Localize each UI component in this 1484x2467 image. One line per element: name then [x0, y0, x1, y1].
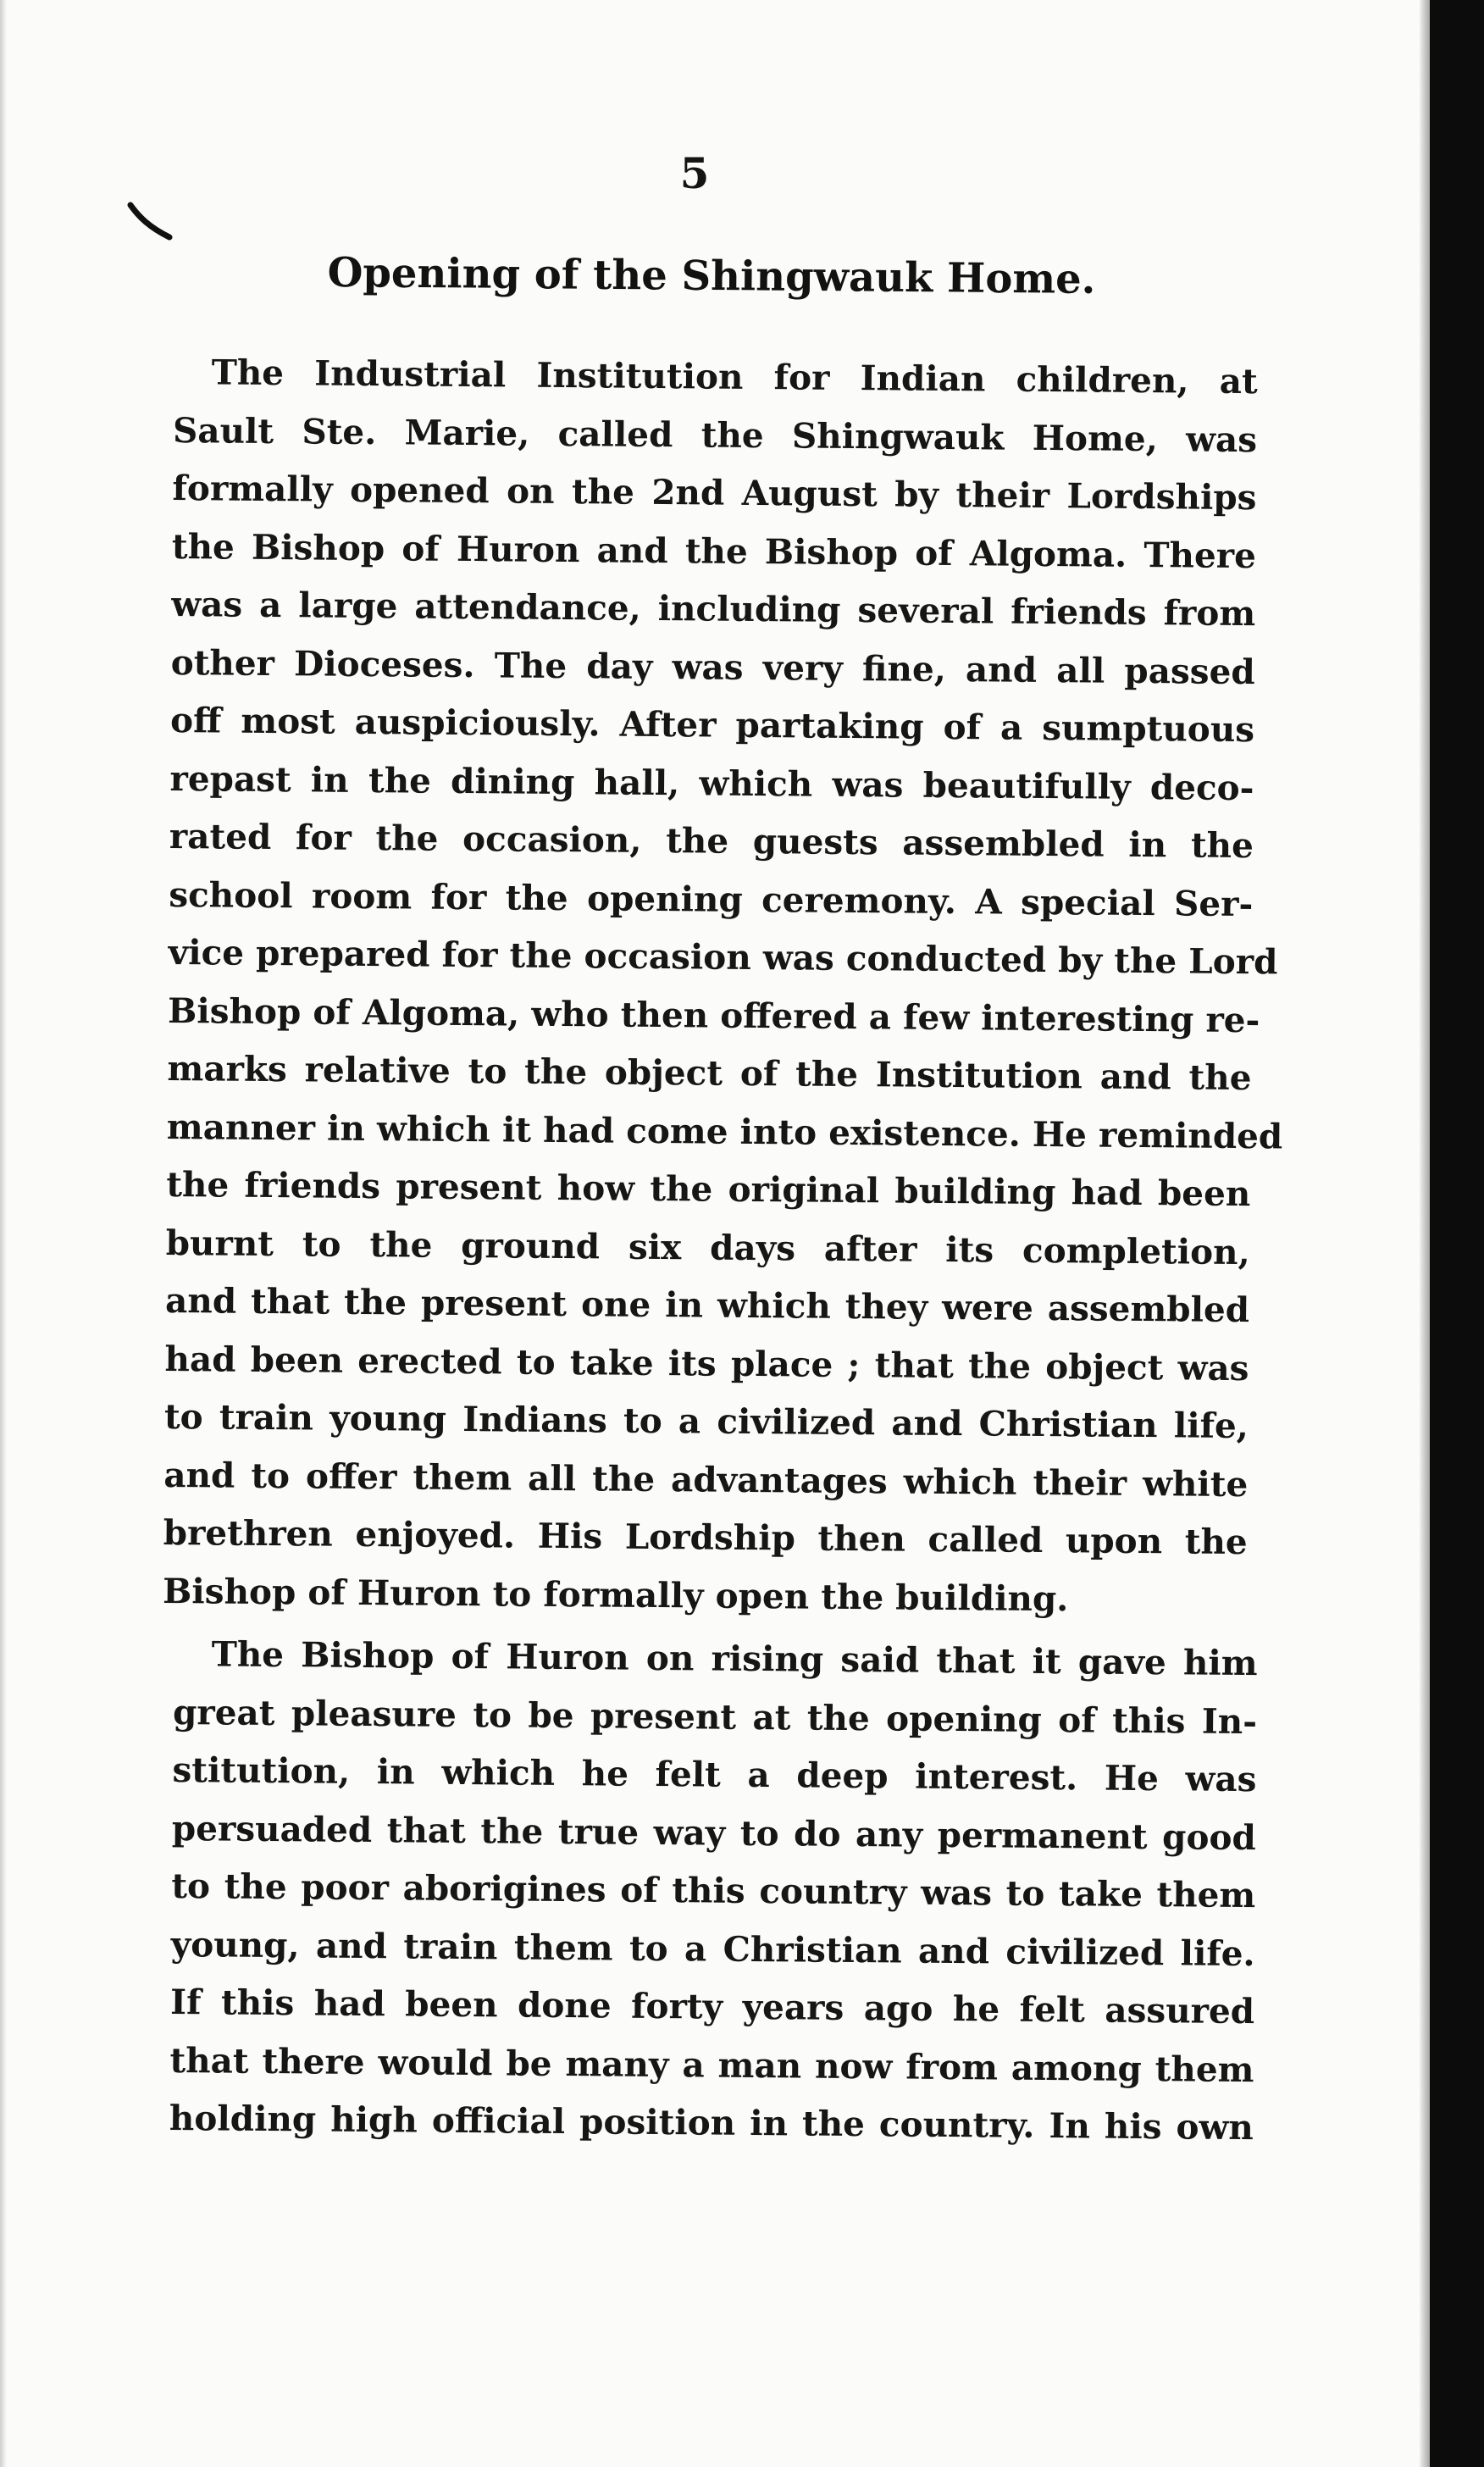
pen-mark-icon [127, 202, 178, 244]
text-line: If this had been done forty years ago he felt assured [169, 1981, 1255, 2032]
paragraph-1 [162, 343, 1283, 1629]
page-heading: Opening of the Shingwauk Home. [327, 249, 1096, 303]
text-line: was a large attendance, including several friends from [171, 583, 1256, 635]
text-line: marks relative to the object of the Institution and the [167, 1047, 1252, 1099]
text-line: the friends present how the original building had been [166, 1163, 1251, 1215]
text-line: to train young Indians to a civilized and Christian life, [163, 1395, 1249, 1447]
text-line: to the poor aborigines of this country was to take them [171, 1865, 1256, 1916]
text-line: holding high official position in the country. In his own [169, 2097, 1254, 2148]
text-line: manner in which it had come into existence. He reminded [166, 1106, 1283, 1156]
text-line: rated for the occasion, the guests assembled in the [169, 815, 1254, 867]
page-number: 5 [679, 148, 710, 198]
text-line: the Bishop of Huron and the Bishop of Algoma. There [171, 525, 1257, 576]
text-line: school room for the opening ceremony. A special Ser- [169, 873, 1254, 924]
text-line: that there would be many a man now from among them [169, 2039, 1254, 2090]
text-line: other Dioceses. The day was very fine, and all passed [170, 641, 1255, 692]
text-line: and to offer them all the advantages which their white [163, 1454, 1249, 1505]
text-line: stitution, in which he felt a deep interest. He was [172, 1749, 1257, 1800]
text-line: Bishop of Huron to formally open the building. [162, 1570, 1069, 1619]
page-left-shadow [0, 0, 7, 2467]
paragraph-2 [169, 1625, 1258, 2157]
text-line: formally opened on the 2nd August by their Lordships [172, 467, 1257, 518]
text-line: vice prepared for the occasion was conducted by the Lord [168, 931, 1278, 983]
scan-border [1430, 0, 1484, 2467]
text-line: burnt to the ground six days after its completion, [165, 1222, 1250, 1272]
text-line: persuaded that the true way to do any permanent good [171, 1807, 1257, 1858]
text-line: Sault Ste. Marie, called the Shingwauk Home, was [172, 409, 1258, 460]
text-line: great pleasure to be present at the opening of this In- [172, 1691, 1258, 1742]
text-line: and that the present one in which they were assembled [164, 1279, 1250, 1331]
text-line: Bishop of Algoma, who then offered a few interesting re- [167, 990, 1260, 1040]
text-line: off most auspiciously. After partaking of a sumptuous [169, 699, 1255, 751]
text-line: The Bishop of Huron on rising said that it gave him [211, 1633, 1258, 1684]
text-line: repast in the dining hall, which was beautifully deco- [169, 757, 1254, 808]
text-line: young, and train them to a Christian and civilized life. [170, 1923, 1255, 1974]
text-line: brethren enjoyed. His Lordship then called upon the [163, 1511, 1248, 1563]
text-line: had been erected to take its place ; that the object was [164, 1338, 1249, 1389]
text-line: The Industrial Institution for Indian children, at [211, 352, 1258, 402]
